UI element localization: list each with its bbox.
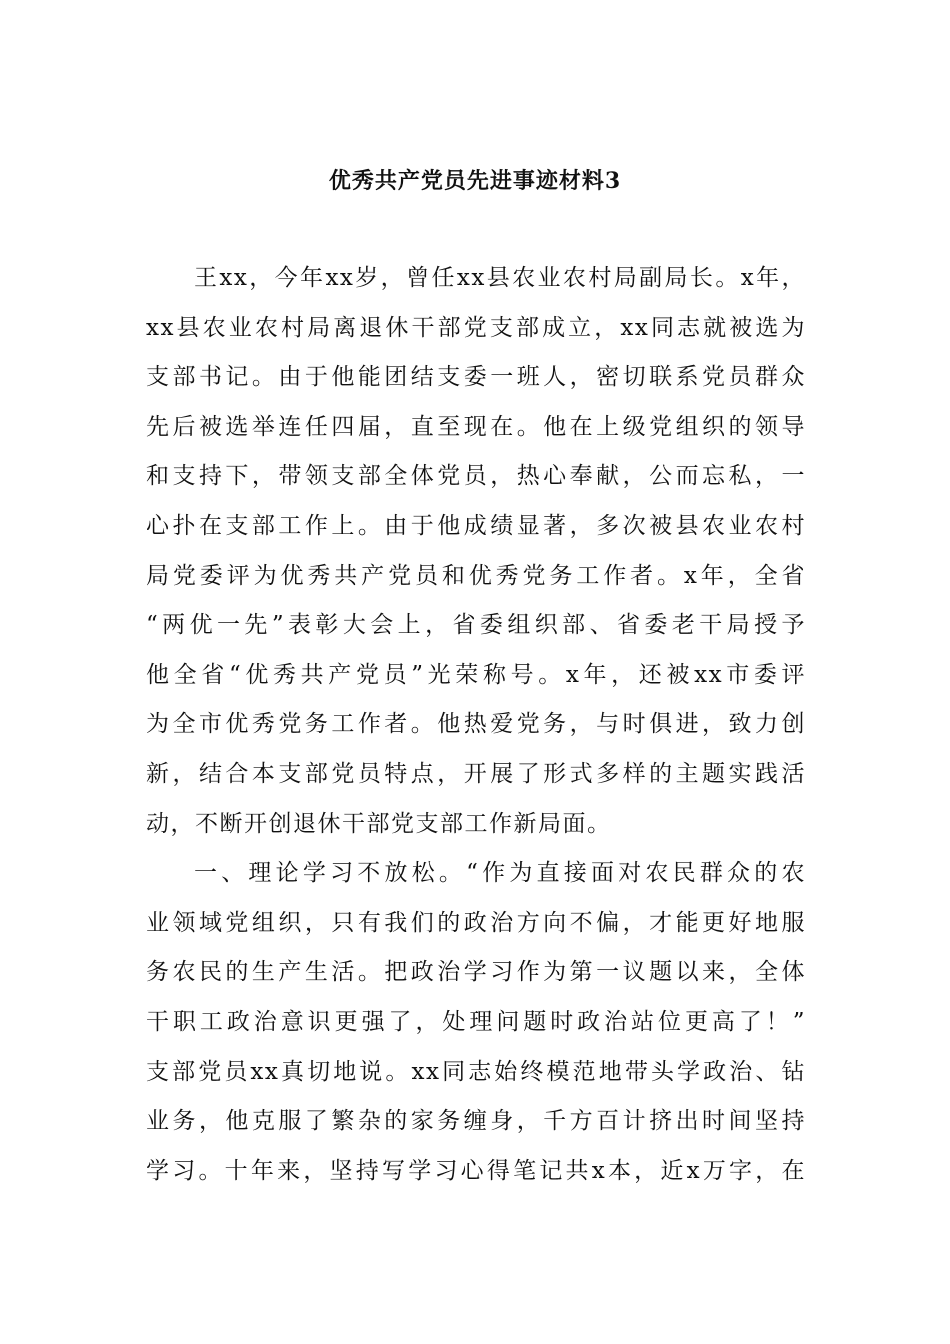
paragraph-line: 心扑在支部工作上。由于他成绩显著，多次被县农业农村 <box>146 512 806 539</box>
paragraph-line: 动，不断开创退休干部党支部工作新局面。 <box>146 810 612 837</box>
paragraph-line: 和支持下，带领支部全体党员，热心奉献，公而忘私，一 <box>146 463 806 490</box>
paragraph-line: 一、理论学习不放松。“作为直接面对农民群众的农 <box>194 860 806 887</box>
paragraph-line: 先后被选举连任四届，直至现在。他在上级党组织的领导 <box>146 413 806 440</box>
paragraph-line: 业领域党组织，只有我们的政治方向不偏，才能更好地服 <box>146 909 806 936</box>
paragraph-line: 支部党员xx真切地说。xx同志始终模范地带头学政治、钻 <box>146 1058 806 1085</box>
paragraph-line: 新，结合本支部党员特点，开展了形式多样的主题实践活 <box>146 760 806 787</box>
paragraph-line: 务农民的生产生活。把政治学习作为第一议题以来，全体 <box>146 959 806 986</box>
paragraph-line: “两优一先”表彰大会上，省委组织部、省委老干局授予 <box>146 612 806 639</box>
paragraph-line: 学习。十年来，坚持写学习心得笔记共x本，近x万字，在 <box>146 1157 806 1184</box>
paragraph-line: 干职工政治意识更强了，处理问题时政治站位更高了！” <box>146 1008 806 1035</box>
document-title: 优秀共产党员先进事迹材料3 <box>328 168 622 194</box>
document-body <box>146 254 806 1196</box>
paragraph-line: 局党委评为优秀共产党员和优秀党务工作者。x年，全省 <box>146 562 806 589</box>
paragraph-line: xx县农业农村局离退休干部党支部成立，xx同志就被选为 <box>146 314 806 341</box>
paragraph-line: 他全省“优秀共产党员”光荣称号。x年，还被xx市委评 <box>146 661 806 688</box>
paragraph-line: 业务，他克服了繁杂的家务缠身，千方百计挤出时间坚持 <box>146 1108 806 1135</box>
paragraph-line: 为全市优秀党务工作者。他热爱党务，与时俱进，致力创 <box>146 711 806 738</box>
paragraph-line: 支部书记。由于他能团结支委一班人，密切联系党员群众 <box>146 364 806 391</box>
paragraph-line: 王xx，今年xx岁，曾任xx县农业农村局副局长。x年， <box>194 265 806 291</box>
